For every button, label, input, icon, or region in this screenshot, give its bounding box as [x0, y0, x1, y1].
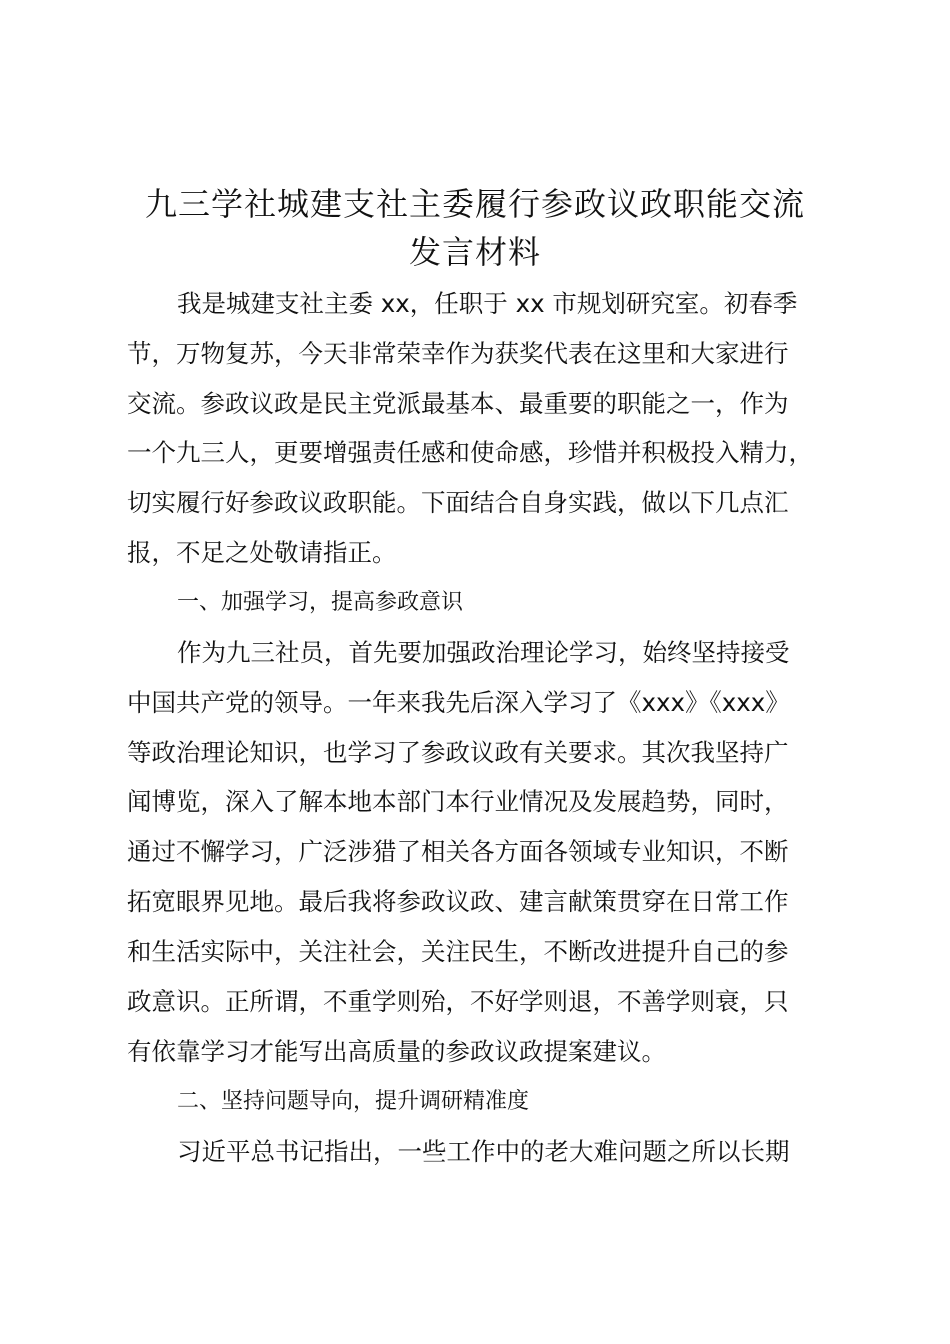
- paragraph-line: 政意识。正所谓，不重学则殆，不好学则退，不善学则衰，只: [127, 987, 789, 1016]
- paragraph-line: 我是城建支社主委 xx，任职于 xx 市规划研究室。初春季: [177, 289, 798, 318]
- document-title-line-1: 九三学社城建支社主委履行参政议政职能交流: [144, 185, 805, 223]
- paragraph-line: 中国共产党的领导。一年来我先后深入学习了《xxx》《xxx》: [127, 688, 790, 717]
- section-heading-1: 一、加强学习，提高参政意识: [177, 590, 464, 615]
- paragraph-line: 拓宽眼界见地。最后我将参政议政、建言献策贯穿在日常工作: [127, 887, 789, 916]
- paragraph-line: 切实履行好参政议政职能。下面结合自身实践，做以下几点汇: [127, 488, 789, 517]
- paragraph-line: 节，万物复苏，今天非常荣幸作为获奖代表在这里和大家进行: [127, 339, 789, 368]
- paragraph-line: 通过不懈学习，广泛涉猎了相关各方面各领域专业知识，不断: [127, 837, 789, 866]
- paragraph-line: 闻博览，深入了解本地本部门本行业情况及发展趋势，同时，: [127, 787, 789, 816]
- paragraph-line: 交流。参政议政是民主党派最基本、最重要的职能之一，作为: [127, 389, 789, 418]
- document-title-line-2: 发言材料: [408, 233, 541, 271]
- paragraph-line: 报，不足之处敬请指正。: [127, 538, 397, 567]
- paragraph-line: 习近平总书记指出，一些工作中的老大难问题之所以长期: [177, 1137, 790, 1166]
- section-heading-2: 二、坚持问题导向，提升调研精准度: [177, 1089, 530, 1114]
- paragraph-line: 等政治理论知识，也学习了参政议政有关要求。其次我坚持广: [127, 738, 789, 767]
- paragraph-line: 和生活实际中，关注社会，关注民生，不断改进提升自己的参: [127, 937, 789, 966]
- paragraph-line: 一个九三人，更要增强责任感和使命感，珍惜并积极投入精力，: [127, 438, 813, 467]
- paragraph-line: 有依靠学习才能写出高质量的参政议政提案建议。: [127, 1037, 666, 1066]
- paragraph-line: 作为九三社员，首先要加强政治理论学习，始终坚持接受: [177, 638, 790, 667]
